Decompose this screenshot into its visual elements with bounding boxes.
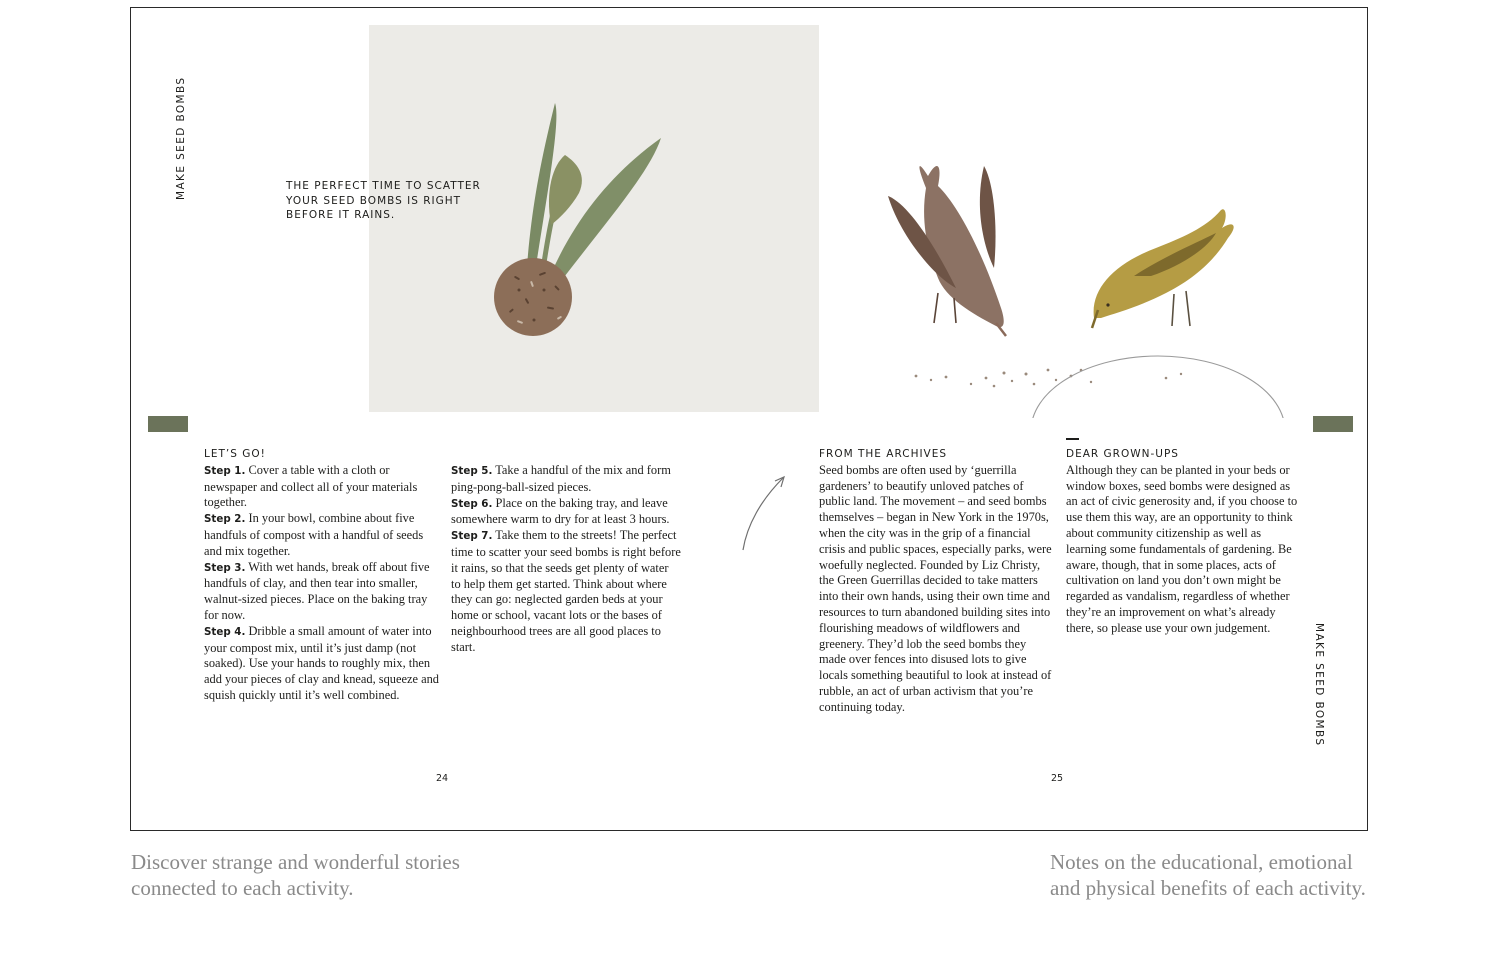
archives-text: Seed bombs are often used by ‘guerrilla gardeners’ to beautify unloved patches of public land. The movement – and seed bombs themselves – began in New York in the 1970s, when the city was in the grip of a financial crisis and public spaces, especially parks, were woefully neglected. Founded by Liz Christy, the Green Guerrillas decided to take matters into their own hands, using their own time and resources to turn abandoned building sites into flourishing meadows of wildflowers and greenery. They’d lob the seed bombs they made over fences into disused lots to give locals something beautiful to look at instead of rubble, an act of urban activism that you’re continuing today. — [819, 462, 1052, 714]
book-spread — [130, 7, 1368, 831]
lets-go-heading: LET’S GO! — [204, 448, 266, 460]
page-number-right: 25 — [1051, 773, 1064, 784]
steps-column-1 — [204, 447, 439, 704]
step-item: Step 1. Cover a table with a cloth or newspaper and collect all of your materials together. — [204, 462, 418, 510]
grownups-text: Although they can be planted in your beds or window boxes, seed bombs were designed as an act of civic generosity and, if you choose to use them this way, are an opportunity to think about community citizenship as well as learning some fundamentals of gardening. Be aware, though, that in some places, acts of cultivation on land you don’t own might be regarded as vandalism, regardless of whether they’re an improvement on what’s already there, so please use your own judgement. — [1066, 462, 1298, 635]
steps-column-2 — [451, 463, 681, 656]
section-tab-right — [1313, 416, 1353, 432]
page-number-left: 24 — [436, 773, 449, 784]
birds-illustration — [876, 148, 1296, 418]
grownups-column — [1066, 447, 1298, 637]
side-title-left: MAKE SEED BOMBS — [175, 76, 187, 200]
archives-column — [819, 447, 1055, 716]
section-tab-left — [148, 416, 188, 432]
archives-heading: FROM THE ARCHIVES — [819, 448, 948, 460]
step-item: Step 5. Take a handful of the mix and form ping-pong-ball-sized pieces. — [451, 463, 671, 494]
step-item: Step 2. In your bowl, combine about five handfuls of compost with a handful of seeds and mix together. — [204, 511, 424, 558]
yellow-bird-icon — [1092, 209, 1234, 328]
step-item: Step 7. Take them to the streets! The perfect time to scatter your seed bombs is right before it rains, so that the seeds get plenty of water to help them get started. Think about where they can go: neglected garden beds at your home or school, vacant lots or the bases of neighbourhood trees are all good places to start. — [451, 528, 681, 654]
curved-arrow-icon — [731, 470, 791, 555]
caption-left: Discover strange and wonderful stories connected to each activity. — [131, 850, 460, 900]
grownups-heading: DEAR GROWN-UPS — [1066, 448, 1179, 460]
scattered-seeds — [915, 369, 1183, 388]
brown-bird-icon — [888, 166, 1006, 336]
step-item: Step 3. With wet hands, break off about five handfuls of clay, and then tear into smaller, walnut-sized pieces. Place on the baking tray for now. — [204, 559, 430, 622]
section-dash — [1066, 438, 1079, 440]
step-item: Step 4. Dribble a small amount of water into your compost mix, until it’s just damp (not soaked). Use your hands to roughly mix, then add your pieces of clay and knead, squeeze and squish quickly until it’s well combined. — [204, 623, 439, 702]
caption-right: Notes on the educational, emotional and physical benefits of each activity. — [1050, 850, 1366, 900]
pullquote: THE PERFECT TIME TO SCATTER YOUR SEED BOMBS IS RIGHT BEFORE IT RAINS. — [286, 180, 481, 221]
side-title-right: MAKE SEED BOMBS — [1313, 623, 1325, 747]
step-item: Step 6. Place on the baking tray, and leave somewhere warm to dry for at least 3 hours. — [451, 495, 670, 527]
